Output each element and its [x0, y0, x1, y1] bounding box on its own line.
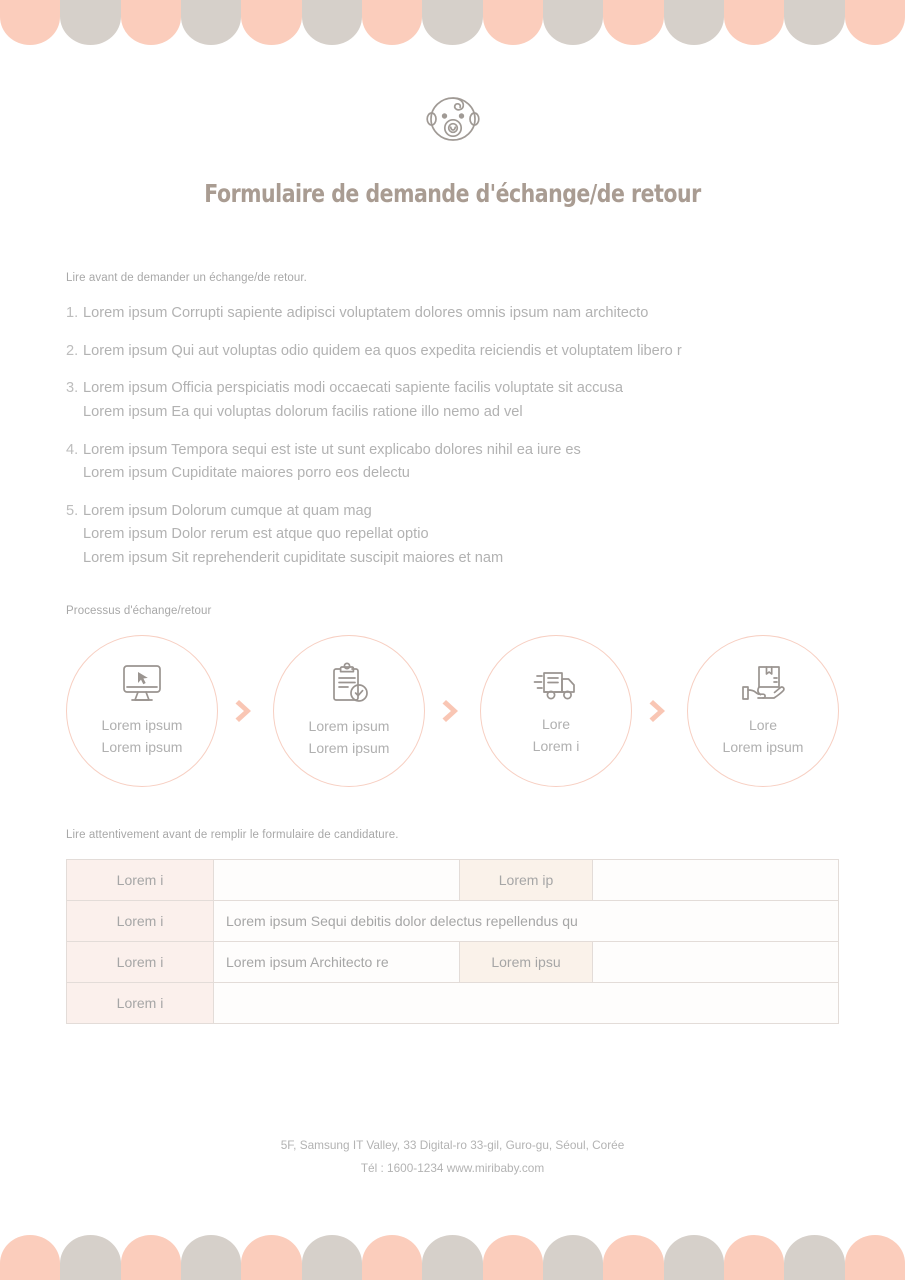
process-step-label [309, 715, 390, 760]
process-step-label [102, 714, 183, 759]
scallop-segment [603, 0, 663, 45]
scallop-segment [0, 1235, 60, 1280]
table-row [67, 982, 839, 1023]
table-row [67, 859, 839, 900]
table-field-label: Lorem ip [460, 859, 593, 900]
process-step-label [723, 714, 804, 759]
notice-item-line: Lorem ipsum Dolorum cumque at quam mag [83, 502, 372, 519]
process-step-label [533, 713, 580, 758]
table-field-label: Lorem i [67, 982, 214, 1023]
scallop-segment [784, 0, 844, 45]
scallop-border-top [0, 0, 905, 45]
scallop-segment [302, 0, 362, 45]
notice-item-line: Lorem ipsum Cupiditate maiores porro eos delectu [83, 465, 410, 482]
scallop-segment [784, 1235, 844, 1280]
table-field-label: Lorem i [67, 859, 214, 900]
application-form-table [66, 859, 839, 1024]
hand-package-icon [739, 663, 787, 705]
notice-item-line: Lorem ipsum Sit reprehenderit cupiditate suscipit maiores et nam [83, 550, 504, 567]
scallop-segment [422, 0, 482, 45]
process-step-line1: Lorem ipsum [308, 717, 390, 734]
notice-item-line: Lorem ipsum Officia perspiciatis modi occaecati sapiente facilis voluptate sit accusa [83, 380, 623, 397]
process-step-line2: Lorem ipsum [308, 740, 390, 757]
scallop-segment [543, 0, 603, 45]
notice-item-number: 1. [66, 305, 79, 321]
notice-list-item [66, 439, 839, 486]
scallop-segment [121, 0, 181, 45]
process-step-1 [66, 635, 218, 787]
scallop-segment [422, 1235, 482, 1280]
table-field-value[interactable] [214, 859, 460, 900]
scallop-segment [543, 1235, 603, 1280]
notice-item-line: Lorem ipsum Ea qui voluptas dolorum facilis ratione illo nemo ad vel [83, 403, 523, 420]
scallop-segment [664, 1235, 724, 1280]
document-footer [0, 1134, 905, 1180]
process-step-3 [480, 635, 632, 787]
table-field-value[interactable] [593, 941, 839, 982]
form-section-label: Lire attentivement avant de remplir le formulaire de candidature. [66, 828, 399, 841]
clipboard-check-icon [327, 662, 371, 706]
main-content [66, 272, 839, 1024]
scallop-segment [845, 1235, 905, 1280]
scallop-segment [241, 1235, 301, 1280]
table-row [67, 900, 839, 941]
scallop-border-bottom [0, 1235, 905, 1280]
process-step-line2: Lorem i [532, 738, 580, 755]
notice-item-number: 2. [66, 342, 79, 359]
table-field-value[interactable]: Lorem ipsum Architecto re [214, 941, 460, 982]
scallop-segment [664, 0, 724, 45]
process-step-line1: Lore [748, 716, 777, 733]
chevron-right-icon [233, 697, 259, 725]
process-step-4 [687, 635, 839, 787]
scallop-segment [0, 0, 60, 45]
process-section [66, 605, 839, 787]
page-title: Formulaire de demande d'échange/de retour [204, 179, 701, 208]
notice-item-number: 4. [66, 441, 79, 458]
scallop-segment [845, 0, 905, 45]
notice-list-item [66, 377, 839, 424]
table-field-label: Lorem ipsu [460, 941, 593, 982]
scallop-segment [724, 0, 784, 45]
table-field-value[interactable] [214, 982, 839, 1023]
scallop-segment [302, 1235, 362, 1280]
chevron-right-icon [647, 697, 673, 725]
notice-item-line: Lorem ipsum Dolor rerum est atque quo repellat optio [83, 526, 429, 543]
process-step-2 [273, 635, 425, 787]
notice-item-line: Lorem ipsum Corrupti sapiente adipisci voluptatem dolores omnis ipsum nam architecto [83, 305, 649, 321]
scallop-segment [483, 0, 543, 45]
notice-list-item [66, 302, 839, 326]
process-step-line1: Lorem ipsum [101, 716, 183, 733]
scallop-segment [362, 1235, 422, 1280]
monitor-cursor-icon [120, 663, 164, 705]
table-field-value[interactable] [593, 859, 839, 900]
table-field-label: Lorem i [67, 900, 214, 941]
process-section-label: Processus d'échange/retour [66, 604, 212, 617]
scallop-segment [181, 1235, 241, 1280]
scallop-segment [60, 0, 120, 45]
baby-face-icon [418, 82, 488, 152]
notice-item-line: Lorem ipsum Qui aut voluptas odio quidem ea quos expedita reiciendis et voluptatem libero r [83, 342, 682, 359]
process-step-line1: Lore [541, 715, 571, 732]
scallop-segment [603, 1235, 663, 1280]
table-row [67, 941, 839, 982]
scallop-segment [241, 0, 301, 45]
form-section [66, 829, 839, 1024]
process-step-line2: Lorem ipsum [722, 739, 804, 756]
notice-list-item [66, 500, 839, 571]
notice-item-line: Lorem ipsum Tempora sequi est iste ut sunt explicabo dolores nihil ea iure es [83, 441, 581, 458]
delivery-truck-icon [532, 664, 580, 704]
scallop-segment [121, 1235, 181, 1280]
chevron-right-icon [440, 697, 466, 725]
notice-item-number: 5. [66, 502, 79, 519]
scallop-segment [724, 1235, 784, 1280]
notice-item-number: 3. [66, 380, 79, 397]
notice-list-item [66, 340, 839, 364]
document-header [0, 82, 905, 208]
notice-list [66, 302, 839, 571]
process-step-line2: Lorem ipsum [101, 739, 183, 756]
footer-address: 5F, Samsung IT Valley, 33 Digital-ro 33-gil, Guro-gu, Séoul, Corée [280, 1138, 625, 1152]
scallop-segment [362, 0, 422, 45]
notice-section-label: Lire avant de demander un échange/de retour. [66, 272, 307, 284]
footer-contact: Tél : 1600-1234 www.miribaby.com [360, 1161, 545, 1175]
table-field-value[interactable]: Lorem ipsum Sequi debitis dolor delectus repellendus qu [214, 900, 839, 941]
scallop-segment [181, 0, 241, 45]
scallop-segment [60, 1235, 120, 1280]
process-steps-row [66, 635, 839, 787]
scallop-segment [483, 1235, 543, 1280]
table-field-label: Lorem i [67, 941, 214, 982]
